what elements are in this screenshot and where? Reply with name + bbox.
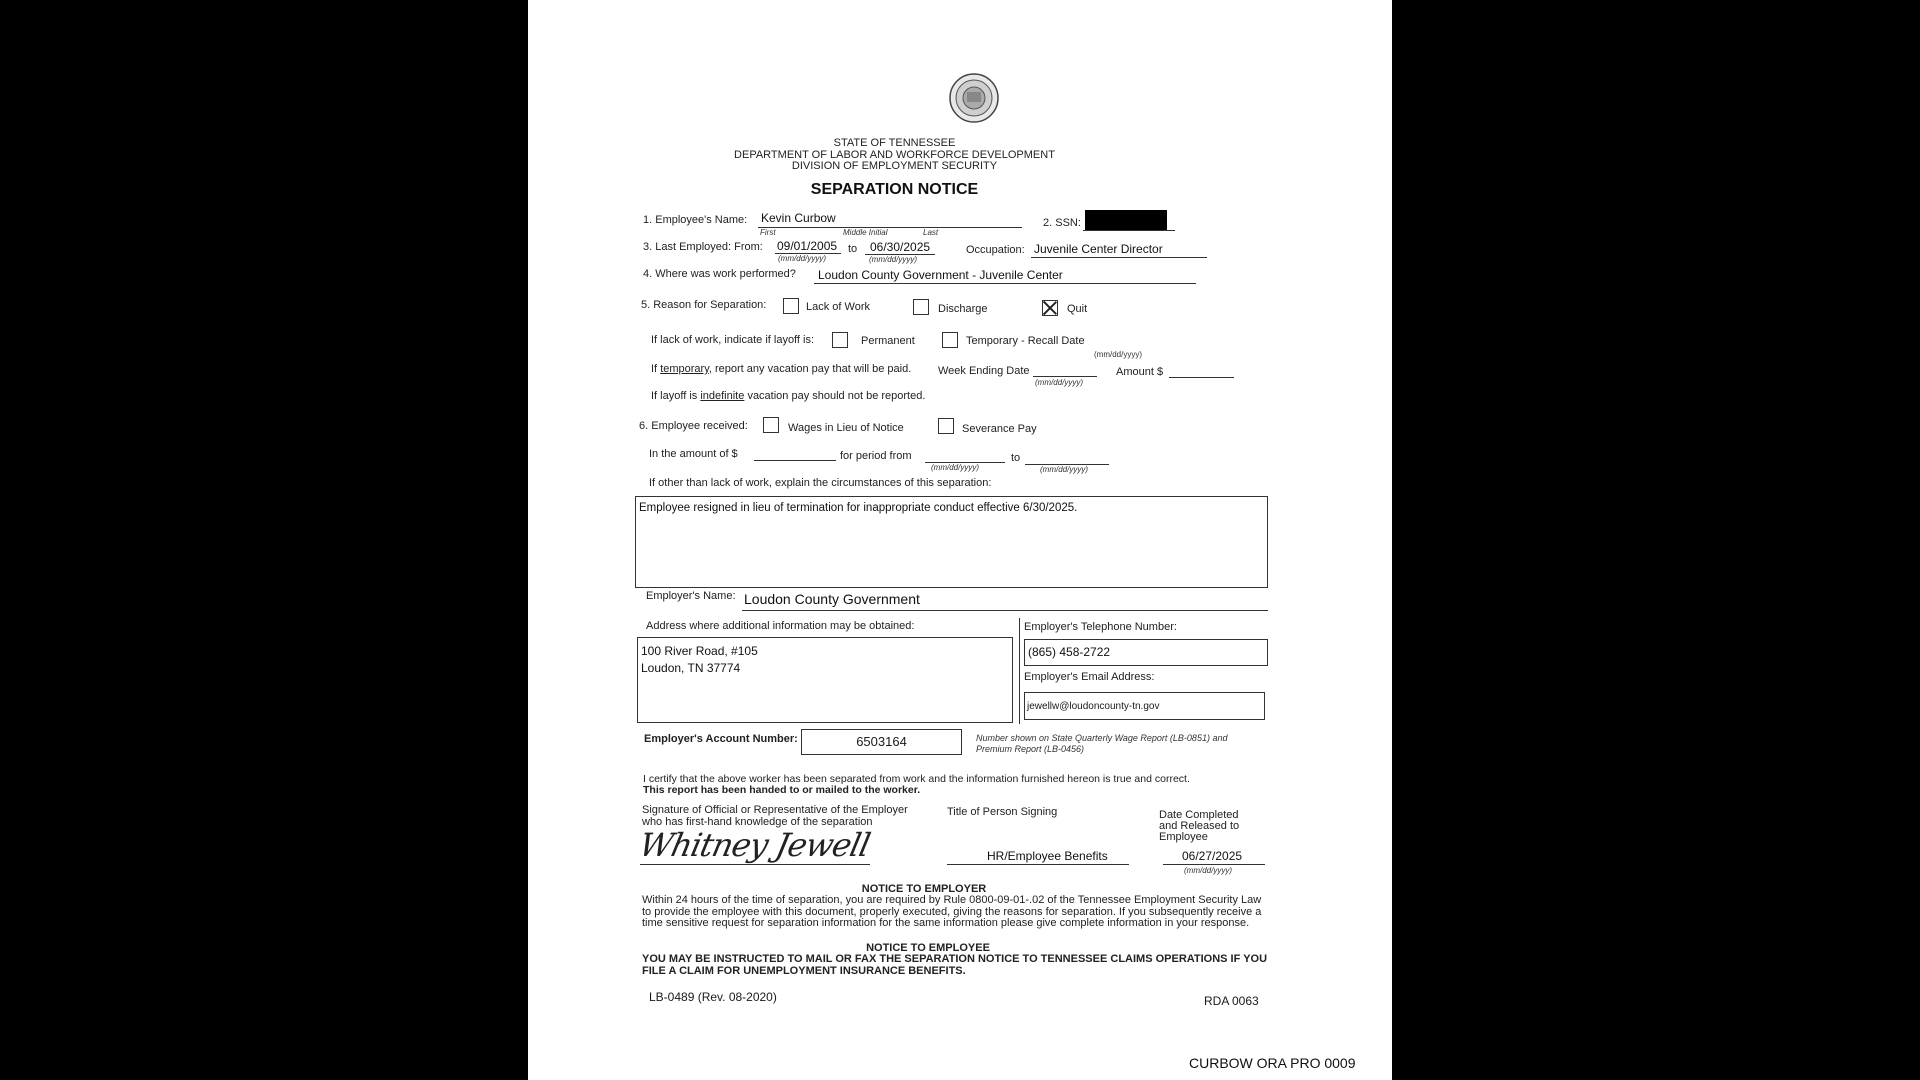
certify-handed-text: This report has been handed to or mailed to the worker. (643, 784, 921, 796)
period-from-hint: (mm/dd/yyyy) (931, 463, 979, 472)
date-label-3: Employee (1159, 831, 1208, 843)
account-note-2: Premium Report (LB-0456) (976, 744, 1085, 754)
explain-label: If other than lack of work, explain the circumstances of this separation: (649, 477, 992, 489)
account-number-label: Employer's Account Number: (644, 733, 798, 745)
amount-line (1169, 377, 1234, 378)
vacation-pay-text: If temporary, report any vacation pay that will be paid. (651, 363, 912, 375)
last-employed-label: 3. Last Employed: From: (643, 241, 763, 253)
period-to-label: to (1011, 452, 1021, 464)
notice-employee-text: YOU MAY BE INSTRUCTED TO MAIL OR FAX THE SEPARATION NOTICE TO TENNESSEE CLAIMS OPERATIONS IF YOU FILE A CLAIM FOR UNEMPLOYMENT INSURANCE BENEFITS. (642, 953, 1268, 977)
phone-box[interactable] (1024, 639, 1268, 666)
date-label-1: Date Completed (1159, 809, 1239, 821)
address-label: Address where additional information may be obtained: (646, 620, 915, 632)
header-division: DIVISION OF EMPLOYMENT SECURITY (791, 160, 998, 172)
date-label-2: and Released to (1159, 820, 1240, 832)
state-seal-icon (949, 72, 999, 124)
email-value: jewellw@loudoncounty-tn.gov (1027, 701, 1160, 712)
to-label: to (848, 243, 858, 255)
recall-date-hint: (mm/dd/yyyy) (1094, 350, 1142, 359)
occupation-value: Juvenile Center Director (1034, 242, 1163, 256)
wages-lieu-checkbox[interactable] (763, 417, 779, 433)
amount-received-label: In the amount of $ (649, 448, 738, 460)
first-hint: First (760, 228, 776, 237)
address-line-1: 100 River Road, #105 (641, 644, 758, 658)
explanation-text: Employee resigned in lieu of termination for inappropriate conduct effective 6/30/2025. (639, 502, 1078, 514)
last-hint: Last (923, 228, 939, 237)
from-date-value: 09/01/2005 (777, 239, 838, 253)
temporary-checkbox[interactable] (942, 332, 958, 348)
employer-name-line (742, 610, 1268, 611)
discharge-checkbox[interactable] (913, 299, 929, 315)
week-ending-line (1033, 376, 1097, 377)
occupation-label: Occupation: (966, 244, 1025, 256)
wages-lieu-label: Wages in Lieu of Notice (788, 422, 904, 434)
amount-label: Amount $ (1116, 366, 1164, 378)
rda-number: RDA 0063 (1204, 994, 1259, 1008)
discharge-label: Discharge (938, 303, 988, 315)
permanent-label: Permanent (861, 335, 915, 347)
employer-name-value: Loudon County Government (744, 591, 920, 607)
severance-label: Severance Pay (962, 423, 1037, 435)
week-ending-hint: (mm/dd/yyyy) (1035, 378, 1083, 387)
quit-checkbox[interactable] (1042, 300, 1058, 316)
document-page (528, 0, 1392, 1080)
title-value: HR/Employee Benefits (987, 849, 1108, 863)
form-number: LB-0489 (Rev. 08-2020) (649, 990, 777, 1004)
bates-number: CURBOW ORA PRO 0009 (1189, 1055, 1356, 1071)
indefinite-text: If layoff is indefinite vacation pay should not be reported. (651, 390, 926, 402)
notice-employee-heading: NOTICE TO EMPLOYEE (866, 942, 990, 954)
layoff-label: If lack of work, indicate if layoff is: (651, 334, 815, 346)
where-line (814, 283, 1196, 284)
occupation-line (1031, 257, 1207, 258)
date-line (1163, 864, 1265, 865)
email-box[interactable] (1024, 692, 1265, 720)
lack-of-work-label: Lack of Work (806, 301, 870, 313)
signature-line (640, 864, 870, 865)
severance-checkbox[interactable] (938, 418, 954, 434)
header-state: STATE OF TENNESSEE (833, 137, 956, 149)
address-line-2: Loudon, TN 37774 (641, 661, 741, 675)
form-title: SEPARATION NOTICE (810, 181, 979, 198)
address-box[interactable] (637, 637, 1013, 723)
permanent-checkbox[interactable] (832, 332, 848, 348)
employee-name-line (758, 227, 1022, 228)
employee-name-value: Kevin Curbow (761, 211, 836, 225)
title-label: Title of Person Signing (947, 806, 1058, 818)
week-ending-label: Week Ending Date (938, 365, 1030, 377)
ssn-redaction (1085, 210, 1167, 231)
lack-of-work-checkbox[interactable] (783, 298, 799, 314)
certify-text: I certify that the above worker has been separated from work and the information furnished hereon is true and correct. (643, 773, 1190, 785)
email-label: Employer's Email Address: (1024, 671, 1155, 683)
date-hint: (mm/dd/yyyy) (1184, 866, 1232, 875)
period-from-label: for period from (840, 450, 912, 462)
account-number-value[interactable]: 6503164 (801, 729, 962, 755)
notice-employer-heading: NOTICE TO EMPLOYER (861, 883, 987, 895)
header-department: DEPARTMENT OF LABOR AND WORKFORCE DEVELOPMENT (734, 149, 1055, 161)
signature-label-2: who has first-hand knowledge of the separation (642, 816, 873, 828)
date-value: 06/27/2025 (1182, 849, 1243, 863)
where-value: Loudon County Government - Juvenile Center (818, 268, 1063, 282)
to-date-value: 06/30/2025 (870, 240, 931, 254)
phone-value: (865) 458-2722 (1028, 645, 1111, 659)
temporary-label: Temporary - Recall Date (966, 335, 1085, 347)
notice-employer-text: Within 24 hours of the time of separation, you are required by Rule 0800-09-01-.02 of the Tennessee Employment Security Law to provide the employee with this document, properly executed, giving the reasons for separation. If you subsequently receive a time sensitive request for separation information for the same information please give complete information in your response. (642, 894, 1262, 929)
middle-hint: Middle Initial (843, 228, 888, 237)
employee-name-label: 1. Employee's Name: (643, 214, 748, 226)
ssn-line (1083, 230, 1175, 231)
quit-label: Quit (1067, 303, 1088, 315)
address-divider (1019, 618, 1020, 724)
signature-label-1: Signature of Official or Representative of the Employer (642, 804, 908, 816)
period-to-hint: (mm/dd/yyyy) (1040, 465, 1088, 474)
reason-label: 5. Reason for Separation: (641, 299, 767, 311)
employer-name-label: Employer's Name: (646, 590, 736, 602)
signature: Whitney Jewell (635, 826, 873, 864)
phone-label: Employer's Telephone Number: (1024, 621, 1177, 633)
to-date-hint: (mm/dd/yyyy) (869, 255, 917, 264)
amount-received-line (754, 460, 836, 461)
from-date-hint: (mm/dd/yyyy) (778, 254, 826, 263)
ssn-label: 2. SSN: (1043, 217, 1081, 229)
title-line (947, 864, 1129, 865)
received-label: 6. Employee received: (639, 420, 748, 432)
explanation-box[interactable] (635, 496, 1268, 588)
where-label: 4. Where was work performed? (643, 268, 796, 280)
account-note-1: Number shown on State Quarterly Wage Report (LB-0851) and (976, 733, 1228, 743)
